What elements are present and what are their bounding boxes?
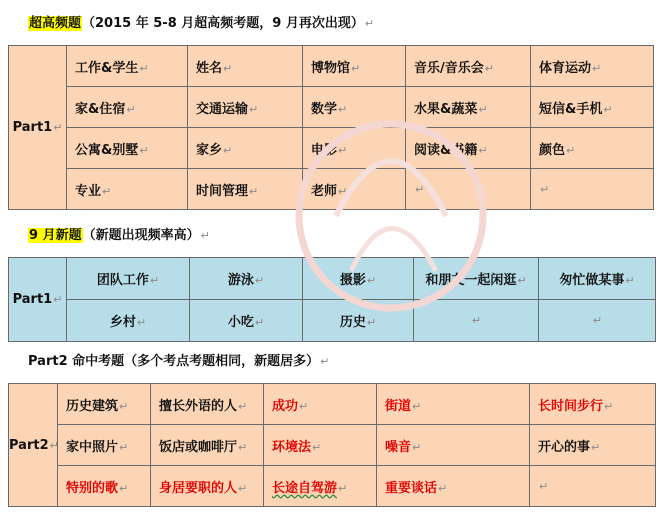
- paragraph-mark: ↵: [364, 17, 375, 30]
- topic-cell: 阅读&书籍↵: [406, 128, 531, 169]
- section3-title: Part2 命中考题（多个考点考题相同，新题居多）: [28, 354, 320, 369]
- part-label-cell: Part1↵: [9, 46, 67, 210]
- table-row: [9, 258, 656, 300]
- topic-cell: 颜色↵: [531, 128, 654, 169]
- topic-cell-new: 重要谈话↵: [377, 466, 530, 507]
- section2-table: [8, 257, 656, 342]
- part-label-cell: Part1↵: [9, 258, 67, 342]
- topic-cell: 博物馆↵: [303, 46, 406, 87]
- topic-cell: 和朋友一起闲逛↵: [414, 258, 539, 300]
- topic-cell-new: 长时间步行↵: [530, 384, 656, 425]
- topic-cell: 交通运输↵: [188, 87, 303, 128]
- section1-heading: [28, 14, 374, 34]
- topic-cell-new: 环境法↵: [264, 425, 377, 466]
- section1-body: [9, 46, 654, 210]
- topic-cell: 家中照片↵: [58, 425, 151, 466]
- topic-cell-new: 街道↵: [377, 384, 530, 425]
- section2-title-highlight: 9 月新题: [29, 228, 82, 243]
- topic-cell: 水果&蔬菜↵: [406, 87, 531, 128]
- topic-cell-new: 特别的歌↵: [58, 466, 151, 507]
- topic-cell: 公寓&别墅↵: [67, 128, 188, 169]
- topic-cell: 老师↵: [303, 169, 406, 210]
- topic-cell: 饭店或咖啡厅↵: [151, 425, 264, 466]
- table-row: [9, 425, 656, 466]
- topic-cell: 时间管理↵: [188, 169, 303, 210]
- table-row: [9, 46, 654, 87]
- topic-cell: 匆忙做某事↵: [539, 258, 656, 300]
- topic-cell-empty: ↵: [406, 169, 531, 210]
- table-row: [9, 300, 656, 342]
- part-label-cell: Part2↵: [9, 384, 58, 507]
- part-label: Part1: [12, 120, 53, 135]
- section3-body: [9, 384, 656, 507]
- topic-cell-new: 成功↵: [264, 384, 377, 425]
- topic-cell-new: 长途自驾游↵: [264, 466, 377, 507]
- table-row: [9, 169, 654, 210]
- topic-cell: 专业↵: [67, 169, 188, 210]
- section1-title-rest: （2015 年 5-8 月超高频考题，9 月再次出现）: [82, 16, 364, 31]
- table-row: [9, 466, 656, 507]
- topic-cell: 体育运动↵: [531, 46, 654, 87]
- topic-cell: 音乐/音乐会↵: [406, 46, 531, 87]
- topic-cell-empty: ↵: [531, 169, 654, 210]
- part-label: Part1: [12, 292, 53, 307]
- topic-cell: 小吃↵: [190, 300, 303, 342]
- topic-cell: 历史↵: [303, 300, 414, 342]
- topic-cell-empty: ↵: [530, 466, 656, 507]
- section1-title-highlight: 超高频题: [29, 16, 82, 31]
- topic-cell-empty: ↵: [539, 300, 656, 342]
- section3-heading: Part2 命中考题（多个考点考题相同，新题居多）↵: [28, 354, 330, 369]
- part-label: Part2: [9, 437, 49, 453]
- table-row: [9, 87, 654, 128]
- topic-cell: 家乡↵: [188, 128, 303, 169]
- topic-cell: 短信&手机↵: [531, 87, 654, 128]
- topic-cell: 摄影↵: [303, 258, 414, 300]
- topic-cell: 数学↵: [303, 87, 406, 128]
- section2-body: [9, 258, 656, 342]
- topic-cell: 团队工作↵: [67, 258, 190, 300]
- topic-cell: 工作&学生↵: [67, 46, 188, 87]
- topic-cell: 姓名↵: [188, 46, 303, 87]
- topic-cell: 擅长外语的人↵: [151, 384, 264, 425]
- section2-heading: 9 月新题（新题出现频率高）↵: [29, 228, 210, 243]
- table-row: [9, 384, 656, 425]
- topic-cell: 家&住宿↵: [67, 87, 188, 128]
- topic-cell: 乡村↵: [67, 300, 190, 342]
- topic-cell-empty: ↵: [414, 300, 539, 342]
- topic-cell: 历史建筑↵: [58, 384, 151, 425]
- topic-cell: 开心的事↵: [530, 425, 656, 466]
- section1-table: [8, 45, 654, 210]
- topic-cell-new: 噪音↵: [377, 425, 530, 466]
- topic-cell: 电影↵: [303, 128, 406, 169]
- table-row: [9, 128, 654, 169]
- section2-title-rest: （新题出现频率高）: [82, 228, 200, 243]
- topic-cell-new: 身居要职的人↵: [151, 466, 264, 507]
- section3-table: [8, 383, 656, 507]
- topic-cell: 游泳↵: [190, 258, 303, 300]
